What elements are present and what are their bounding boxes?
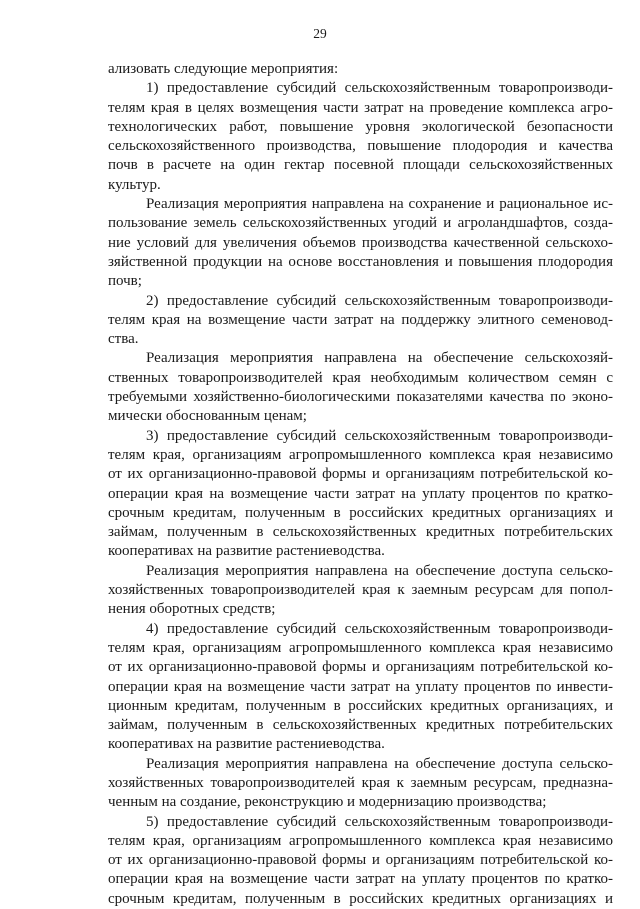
text-line: срочным кредитам, полученным в российских кредитных организациях и	[108, 890, 613, 907]
text-line: нения оборотных средств;	[108, 601, 276, 618]
text-line: кооперативах на развитие растениеводства.	[108, 736, 385, 753]
text-line: культур.	[108, 176, 161, 193]
text-line: ства.	[108, 331, 139, 348]
text-line: телям края, организациям агропромышленного комплекса края независимо	[108, 446, 613, 463]
text-line: мически обоснованным ценам;	[108, 408, 307, 425]
page-number: 29	[313, 26, 327, 41]
text-line: зяйственной продукции на основе восстановления и повышения плодородия	[108, 253, 613, 270]
text-line: требуемыми хозяйственно-биологическими показателями качества по эконо-	[108, 389, 613, 406]
text-line: 4) предоставление субсидий сельскохозяйственным товаропроизводи-	[146, 620, 613, 637]
text-line: займам, полученным в сельскохозяйственных кредитных потребительских	[108, 524, 613, 541]
text-line: ственных товаропроизводителей края необходимым количеством семян с	[108, 369, 613, 386]
text-line: технологических работ, повышение уровня экологической безопасности	[108, 118, 613, 135]
text-line: ченным на создание, реконструкцию и модернизацию производства;	[108, 794, 547, 811]
text-line: ционным кредитам, полученным в российских кредитных организациях, и	[108, 697, 613, 714]
text-line: 3) предоставление субсидий сельскохозяйственным товаропроизводи-	[146, 427, 613, 444]
text-line: ние условий для увеличения объемов производства качественной сельскохо-	[108, 234, 613, 251]
text-line: 1) предоставление субсидий сельскохозяйственным товаропроизводи-	[146, 80, 613, 97]
text-line: пользование земель сельскохозяйственных угодий и агроландшафтов, созда-	[108, 215, 613, 232]
text-line: хозяйственных товаропроизводителей края к заемным ресурсам для попол-	[108, 582, 613, 599]
text-line: срочным кредитам, полученным в российских кредитных организациях и	[108, 504, 613, 521]
text-line: почв в расчете на один гектар посевной площади сельскохозяйственных	[108, 157, 613, 174]
text-line: от их организационно-правовой формы и организациям потребительской ко-	[108, 466, 613, 483]
text-line: займам, полученным в сельскохозяйственных кредитных потребительских	[108, 717, 613, 734]
text-line: хозяйственных товаропроизводителей края к заемным ресурсам, предназна-	[108, 774, 613, 791]
text-line: сельскохозяйственного производства, повышение плодородия и качества	[108, 138, 613, 155]
text-line: Реализация мероприятия направлена на обеспечение сельскохозяй-	[146, 350, 613, 367]
document-body	[108, 60, 613, 909]
text-line: операции края на возмещение части затрат на уплату процентов по инвести-	[108, 678, 613, 695]
text-line: Реализация мероприятия направлена на обеспечение доступа сельско-	[146, 755, 613, 772]
text-line: 2) предоставление субсидий сельскохозяйственным товаропроизводи-	[146, 292, 613, 309]
text-line: операции края на возмещение части затрат на уплату процентов по кратко-	[108, 485, 613, 502]
text-line: от их организационно-правовой формы и организациям потребительской ко-	[108, 852, 613, 869]
text-line: ализовать следующие мероприятия:	[108, 61, 339, 77]
text-line: почв;	[108, 273, 142, 290]
text-line: телям края на возмещение части затрат на поддержку элитного семеновод-	[108, 311, 613, 328]
text-line: телям края в целях возмещения части затрат на проведение комплекса агро-	[108, 99, 613, 116]
text-line: телям края, организациям агропромышленного комплекса края независимо	[108, 639, 613, 656]
text-line: 5) предоставление субсидий сельскохозяйственным товаропроизводи-	[146, 813, 613, 830]
text-line: операции края на возмещение части затрат на уплату процентов по кратко-	[108, 871, 613, 888]
text-line: кооперативах на развитие растениеводства.	[108, 543, 385, 560]
text-line: от их организационно-правовой формы и организациям потребительской ко-	[108, 659, 613, 676]
text-line: телям края, организациям агропромышленного комплекса края независимо	[108, 832, 613, 849]
text-line: Реализация мероприятия направлена на обеспечение доступа сельско-	[146, 562, 613, 579]
text-line: Реализация мероприятия направлена на сохранение и рациональное ис-	[146, 196, 613, 213]
